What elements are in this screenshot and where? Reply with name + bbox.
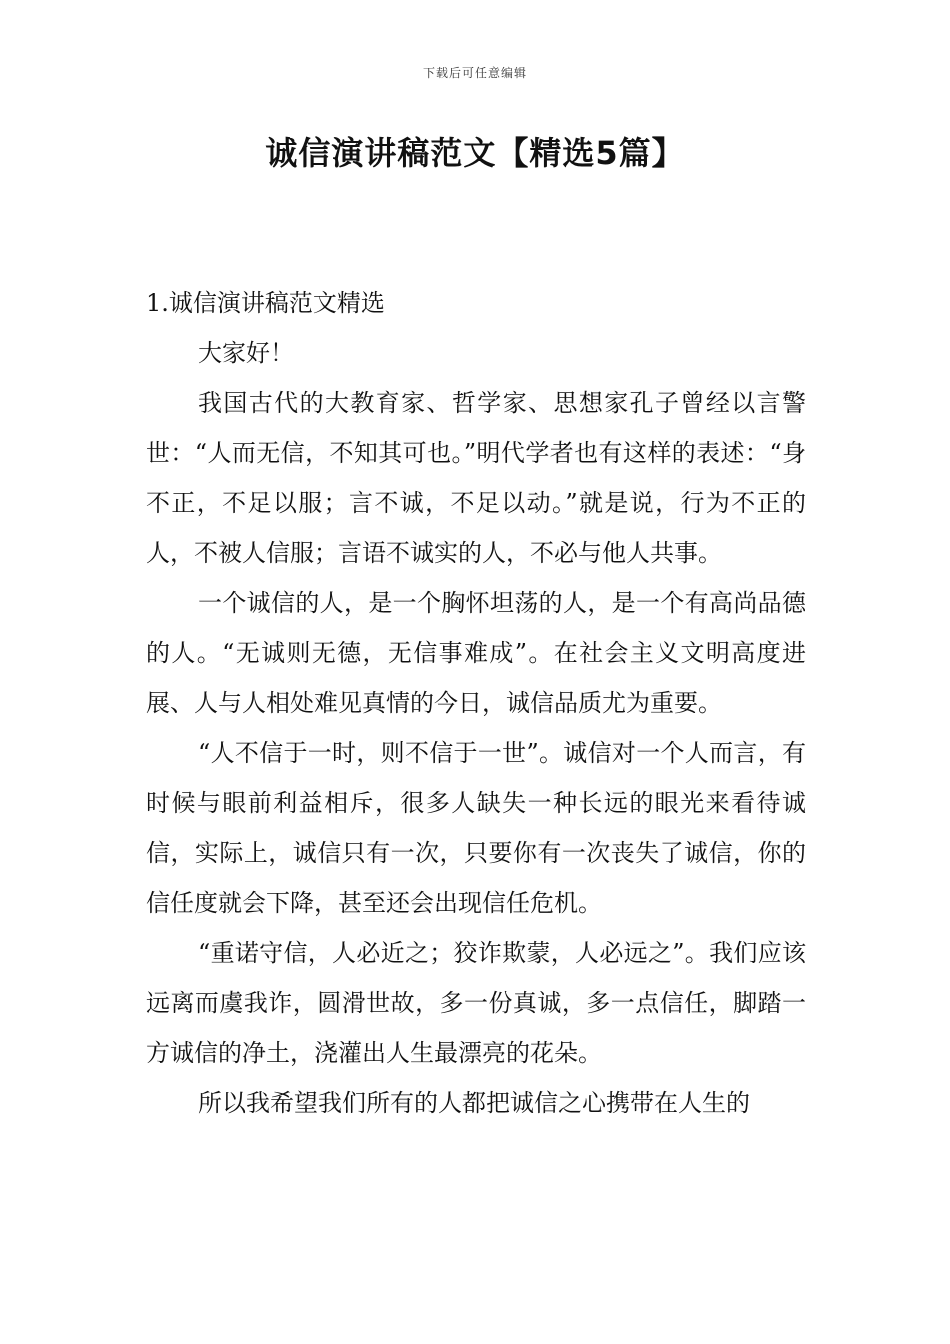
document-body (146, 278, 806, 1128)
paragraph: 一个诚信的人，是一个胸怀坦荡的人，是一个有高尚品德的人。“无诚则无德，无信事难成”。在社会主义文明高度进展、人与人相处难见真情的今日，诚信品质尤为重要。 (146, 589, 806, 717)
paragraph: 所以我希望我们所有的人都把诚信之心携带在人生的 (198, 1089, 750, 1117)
paragraph: “人不信于一时，则不信于一世”。诚信对一个人而言，有时候与眼前利益相斥，很多人缺失一种长远的眼光来看待诚信，实际上，诚信只有一次，只要你有一次丧失了诚信，你的信任度就会下降，甚至还会出现信任危机。 (146, 739, 806, 917)
paragraph-greeting: 大家好！ (198, 339, 294, 367)
header-note: 下载后可任意编辑 (422, 66, 527, 80)
paragraph: “重诺守信，人必近之；狡诈欺蒙，人必远之”。我们应该远离而虞我诈，圆滑世故，多一份真诚，多一点信任，脚踏一方诚信的净土，浇灌出人生最漂亮的花朵。 (146, 939, 806, 1067)
document-title: 诚信演讲稿范文【精选5篇】 (265, 134, 685, 172)
paragraph: 我国古代的大教育家、哲学家、思想家孔子曾经以言警世：“人而无信，不知其可也。”明代学者也有这样的表述：“身不正，不足以服；言不诚，不足以动。”就是说，行为不正的人，不被人信服；言语不诚实的人，不必与他人共事。 (146, 389, 806, 567)
section-heading: 1.诚信演讲稿范文精选 (146, 289, 385, 317)
